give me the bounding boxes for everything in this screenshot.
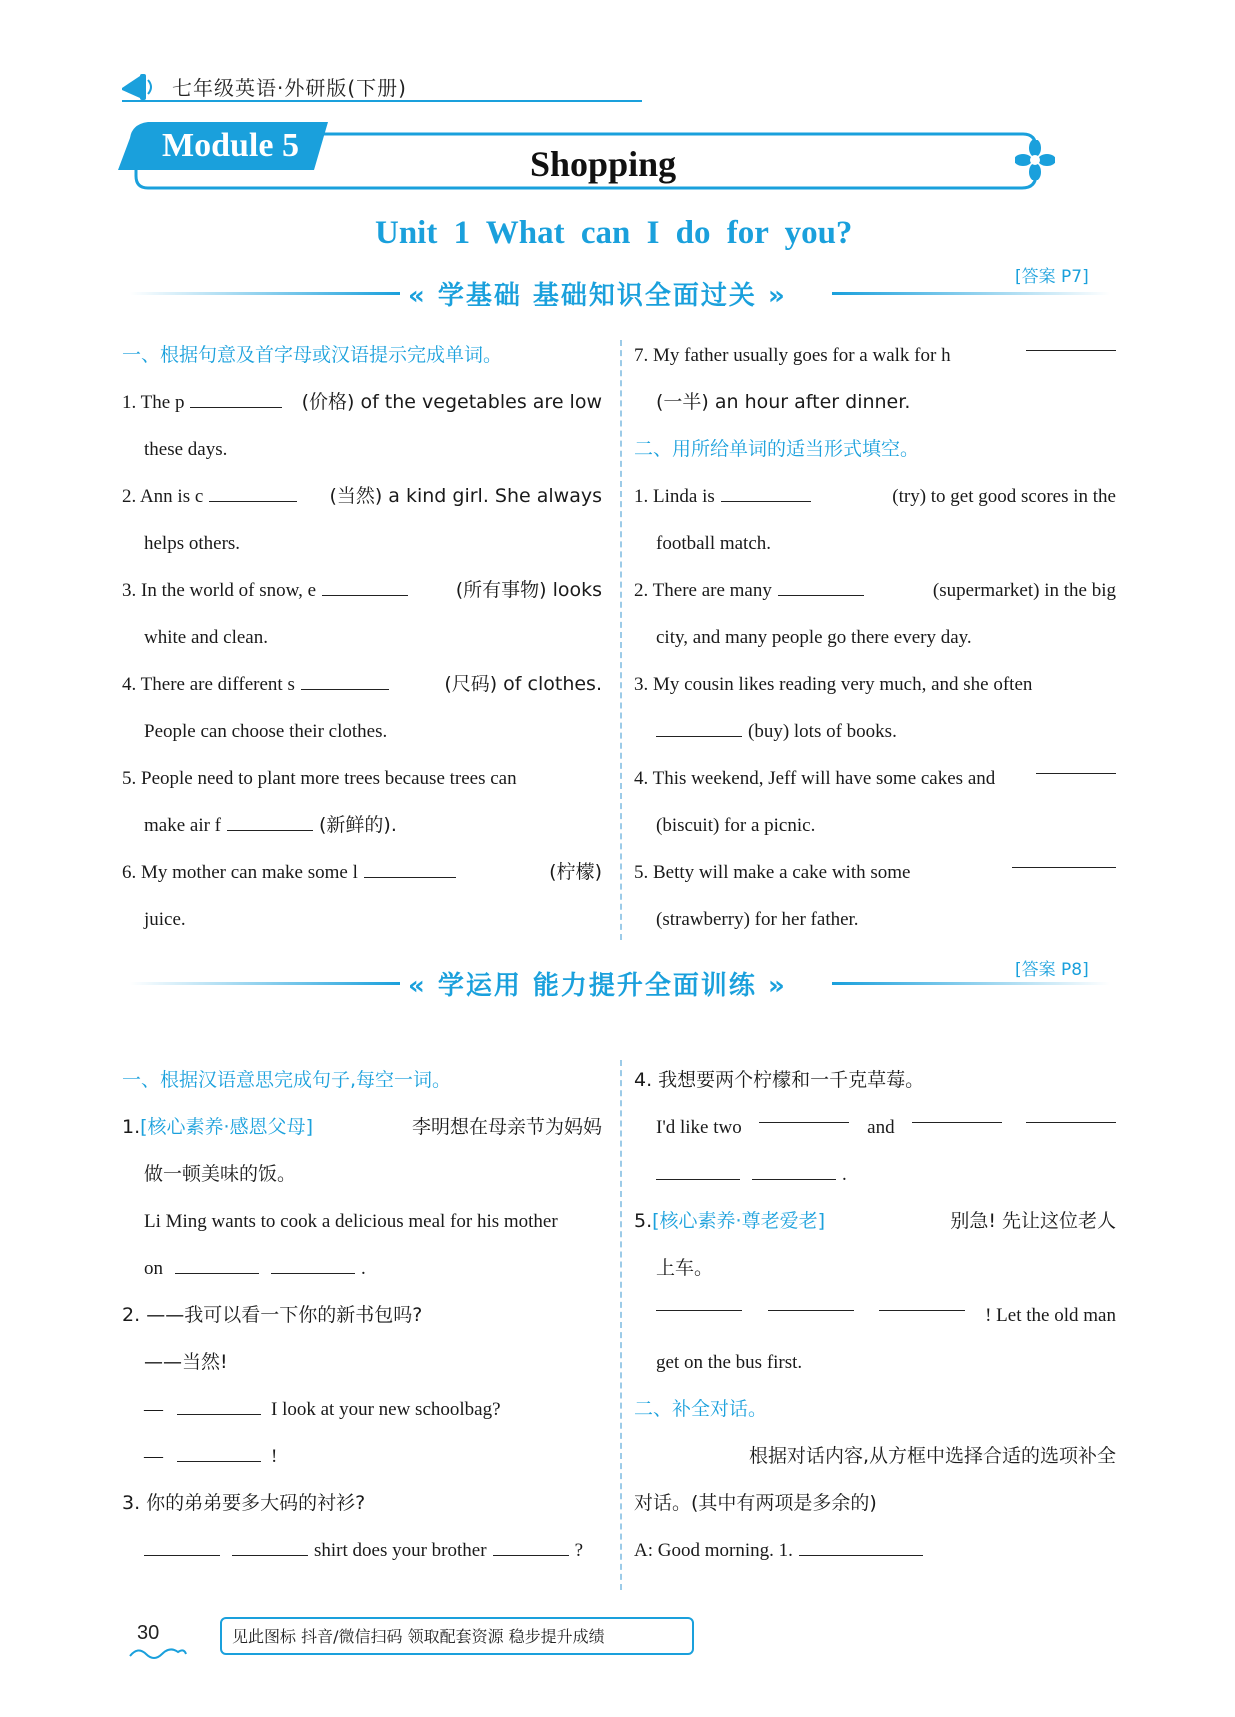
question-continuation: these days.	[144, 439, 228, 460]
question-item: 3. 你的弟弟要多大码的衬衫?	[122, 1492, 366, 1514]
answer-blank[interactable]	[227, 812, 313, 831]
question-continuation: — !	[122, 1433, 602, 1480]
question-item: 5. Betty will make a cake with some	[634, 849, 1116, 896]
answer-blank[interactable]	[656, 1161, 740, 1180]
header-rule	[122, 100, 642, 102]
left-column	[122, 332, 602, 943]
banner-line-right	[832, 292, 1110, 295]
banner-line-left	[130, 982, 400, 985]
answer-blank[interactable]	[1036, 755, 1116, 774]
question-item: 1. The p (价格) of the vegetables are low	[122, 391, 602, 413]
right-column	[634, 332, 1116, 943]
question-continuation: football match.	[656, 533, 772, 554]
question-item: 3. My cousin likes reading very much, and she often	[634, 674, 1033, 695]
section-banner: « 学运用 能力提升全面训练 »	[408, 971, 787, 1001]
answer-blank[interactable]	[232, 1537, 308, 1556]
part-heading: 一、根据汉语意思完成句子,每空一词。	[122, 1069, 452, 1091]
question-item: 3. In the world of snow, e (所有事物) looks	[122, 579, 602, 601]
column-divider	[620, 1060, 622, 1590]
question-continuation: ——当然!	[144, 1351, 228, 1373]
answer-blank[interactable]	[656, 1292, 742, 1311]
question-continuation: city, and many people go there every day.	[656, 627, 972, 648]
module-label: Module 5	[162, 127, 299, 164]
question-continuation: (biscuit) for a picnic.	[656, 815, 816, 836]
answer-blank[interactable]	[209, 483, 297, 502]
left-column	[122, 1057, 602, 1574]
answer-blank[interactable]	[768, 1292, 854, 1311]
question-continuation: (strawberry) for her father.	[656, 909, 859, 930]
question-continuation: (一半) an hour after dinner.	[656, 391, 911, 413]
question-item: 7. My father usually goes for a walk for h	[634, 332, 1116, 379]
question-continuation: white and clean.	[144, 627, 268, 648]
answer-blank[interactable]	[752, 1161, 836, 1180]
question-continuation: People can choose their clothes.	[144, 721, 388, 742]
answer-blank[interactable]	[322, 577, 408, 596]
answer-blank[interactable]	[759, 1104, 849, 1123]
question-continuation: juice.	[144, 909, 186, 930]
question-item: 2. ——我可以看一下你的新书包吗?	[122, 1304, 423, 1326]
section-banner: « 学基础 基础知识全面过关 »	[408, 281, 787, 311]
core-literacy-tag: [核心素养·尊老爱老]	[652, 1210, 826, 1232]
question-continuation: 做一顿美味的饭。	[144, 1163, 297, 1185]
part-heading: 一、根据句意及首字母或汉语提示完成单词。	[122, 344, 503, 366]
wave-ornament-icon	[128, 1644, 188, 1666]
question-item: 1.[核心素养·感恩父母] 李明想在母亲节为妈妈	[122, 1116, 602, 1138]
banner-line-left	[130, 292, 400, 295]
instruction-text: 对话。(其中有两项是多余的)	[634, 1492, 877, 1514]
instruction-text: 根据对话内容,从方框中选择合适的选项补全	[748, 1445, 1116, 1467]
answer-blank[interactable]	[190, 389, 282, 408]
question-item: 5. People need to plant more trees because trees can	[122, 768, 517, 789]
page-number: 30	[137, 1622, 160, 1644]
answer-ref: [答案 P8]	[1015, 960, 1089, 980]
question-continuation: Li Ming wants to cook a delicious meal for his mother	[144, 1211, 558, 1232]
question-item: 4. This weekend, Jeff will have some cakes and	[634, 755, 1116, 802]
answer-blank[interactable]	[656, 718, 742, 737]
right-column	[634, 1057, 1116, 1574]
banner-line-right	[832, 982, 1110, 985]
answer-blank[interactable]	[175, 1255, 259, 1274]
answer-blank[interactable]	[1026, 1104, 1116, 1123]
question-item: 2. There are many (supermarket) in the big	[634, 567, 1116, 614]
unit-title: Unit 1 What can I do for you?	[375, 215, 853, 251]
answer-blank[interactable]	[1026, 332, 1116, 351]
answer-blank[interactable]	[1012, 849, 1116, 868]
question-continuation: ! Let the old man	[634, 1292, 1116, 1339]
answer-blank[interactable]	[144, 1537, 220, 1556]
question-item: 6. My mother can make some l (柠檬)	[122, 861, 602, 883]
part-heading: 二、补全对话。	[634, 1398, 768, 1420]
module-title: Shopping	[530, 144, 677, 184]
core-literacy-tag: [核心素养·感恩父母]	[140, 1116, 314, 1138]
answer-blank[interactable]	[271, 1255, 355, 1274]
column-divider	[620, 340, 622, 940]
question-continuation: — I look at your new schoolbag?	[122, 1386, 602, 1433]
question-item: 2. Ann is c (当然) a kind girl. She always	[122, 485, 602, 507]
answer-blank[interactable]	[364, 859, 456, 878]
question-continuation: (buy) lots of books.	[634, 708, 1116, 755]
answer-blank[interactable]	[879, 1292, 965, 1311]
question-continuation: .	[634, 1151, 1116, 1198]
question-continuation: helps others.	[144, 533, 241, 554]
answer-blank[interactable]	[177, 1443, 261, 1462]
question-continuation: I'd like two and	[634, 1104, 1116, 1151]
answer-blank[interactable]	[912, 1104, 1002, 1123]
question-continuation: get on the bus first.	[656, 1352, 803, 1373]
flower-ornament-icon	[1015, 140, 1055, 184]
question-item: 5.[核心素养·尊老爱老] 别急! 先让这位老人	[634, 1210, 1116, 1232]
question-continuation: shirt does your brother ?	[122, 1527, 602, 1574]
answer-blank[interactable]	[721, 483, 811, 502]
question-continuation: make air f (新鲜的).	[144, 814, 397, 836]
answer-blank[interactable]	[778, 577, 864, 596]
answer-ref: [答案 P7]	[1015, 267, 1089, 287]
answer-blank[interactable]	[301, 671, 389, 690]
answer-blank[interactable]	[493, 1537, 569, 1556]
question-item: 1. Linda is (try) to get good scores in the	[634, 473, 1116, 520]
answer-blank[interactable]	[177, 1396, 261, 1415]
book-title: 七年级英语·外研版(下册)	[172, 76, 407, 100]
question-continuation: on .	[122, 1245, 602, 1292]
footer-note: 见此图标 抖音/微信扫码 领取配套资源 稳步提升成绩	[232, 1627, 605, 1646]
question-item: 4. 我想要两个柠檬和一千克草莓。	[634, 1069, 925, 1091]
answer-blank[interactable]	[799, 1537, 923, 1556]
question-item: 4. There are different s (尺码) of clothes.	[122, 673, 602, 695]
part-heading: 二、用所给单词的适当形式填空。	[634, 438, 920, 460]
question-continuation: 上车。	[656, 1257, 714, 1279]
dialogue-line: A: Good morning. 1.	[634, 1527, 1116, 1574]
